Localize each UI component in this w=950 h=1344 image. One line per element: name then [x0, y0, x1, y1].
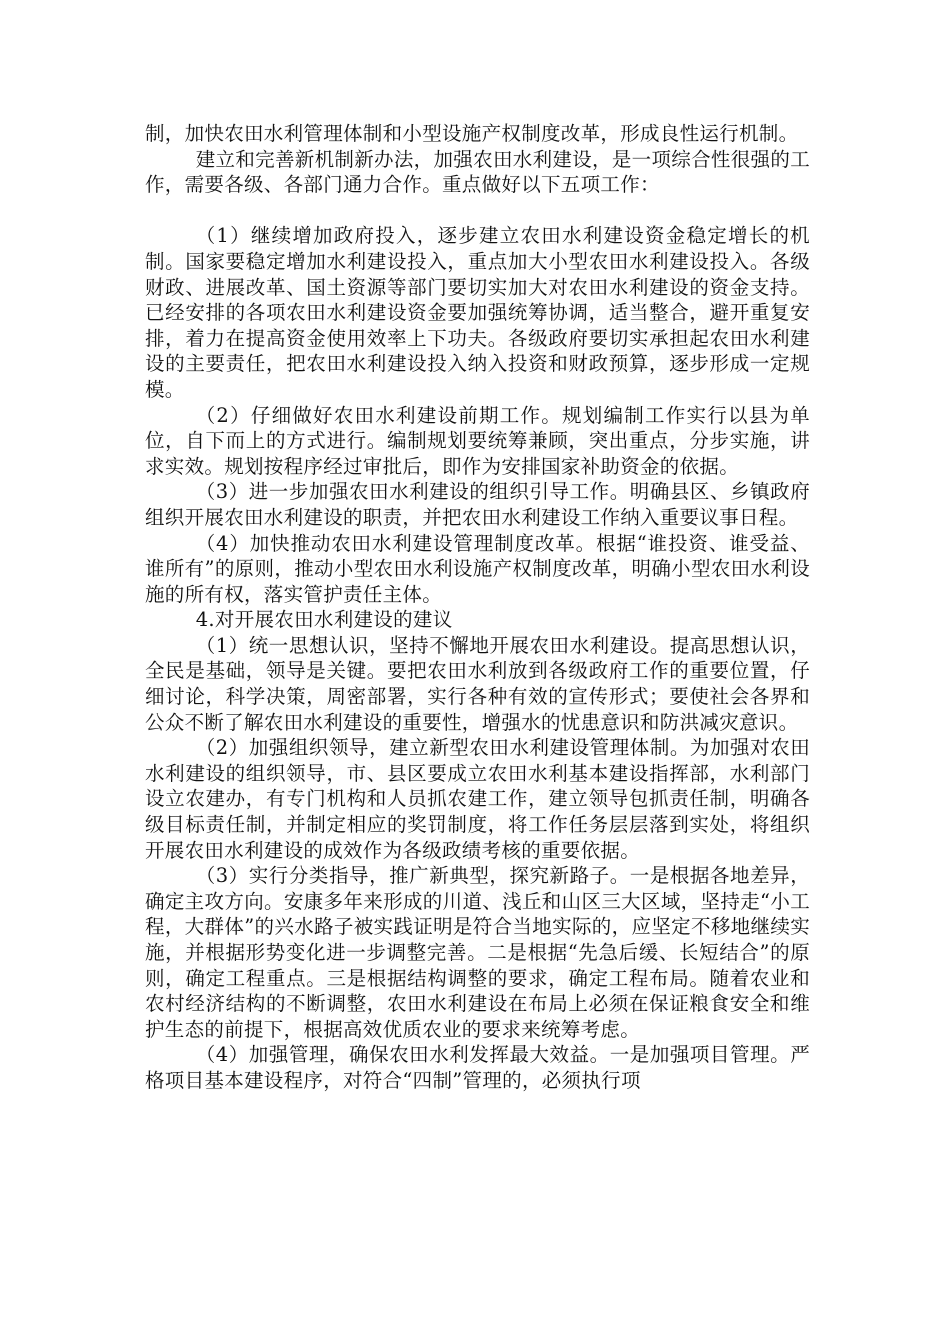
paragraph-item-1: （1）继续增加政府投入，逐步建立农田水利建设资金稳定增长的机制。国家要稳定增加水利建设投入，重点加大小型农田水利建设投入。各级财政、进展改革、国土资源等部门要切实加大对农田水利建设的资金支持。已经安排的各项农田水利建设资金要加强统筹协调，适当整合，避开重复安排，着力在提高资金使用效率上下功夫。各级政府要切实承担起农田水利建设的主要责任，把农田水利建设投入纳入投资和财政预算，逐步形成一定规模。 [145, 224, 810, 401]
document-body [145, 121, 810, 1094]
section-heading: 4.对开展农田水利建设的建议 [195, 608, 453, 632]
paragraph-intro: 建立和完善新机制新办法，加强农田水利建设，是一项综合性很强的工作，需要各级、各部门通力合作。重点做好以下五项工作： [145, 147, 810, 197]
paragraph-suggestion-4: （4）加强管理，确保农田水利发挥最大效益。一是加强项目管理。严格项目基本建设程序，对符合“四制”管理的，必须执行项 [145, 1043, 810, 1092]
paragraph-item-4: （4）加快推动农田水利建设管理制度改革。根据“谁投资、谁受益、谁所有”的原则，推动小型农田水利设施产权制度改革，明确小型农田水利设施的所有权，落实管护责任主体。 [145, 531, 810, 606]
paragraph-item-2: （2）仔细做好农田水利建设前期工作。规划编制工作实行以县为单位，自下而上的方式进行。编制规划要统筹兼顾，突出重点，分步实施，讲求实效。规划按程序经过审批后，即作为安排国家补助资金的依据。 [145, 403, 810, 478]
paragraph-suggestion-2: （2）加强组织领导，建立新型农田水利建设管理体制。为加强对农田水利建设的组织领导，市、县区要成立农田水利基本建设指挥部，水利部门设立农建办，有专门机构和人员抓农建工作，建立领导包抓责任制，明确各级目标责任制，并制定相应的奖罚制度，将工作任务层层落到实处，将组织开展农田水利建设的成效作为各级政绩考核的重要依据。 [145, 736, 810, 862]
paragraph-item-3: （3）进一步加强农田水利建设的组织引导工作。明确县区、乡镇政府组织开展农田水利建设的职责，并把农田水利建设工作纳入重要议事日程。 [145, 480, 810, 529]
paragraph-continuation: 制，加快农田水利管理体制和小型设施产权制度改革，形成良性运行机制。 [145, 122, 799, 145]
paragraph-suggestion-1: （1）统一思想认识，坚持不懈地开展农田水利建设。提高思想认识，全民是基础，领导是关键。要把农田水利放到各级政府工作的重要位置，仔细讨论，科学决策，周密部署，实行各种有效的宣传形式；要使社会各界和公众不断了解农田水利建设的重要性，增强水的忧患意识和防洪减灾意识。 [145, 633, 810, 734]
paragraph-suggestion-3: （3）实行分类指导，推广新典型，探究新路子。一是根据各地差异，确定主攻方向。安康多年来形成的川道、浅丘和山区三大区域，坚持走“小工程，大群体”的兴水路子被实践证明是符合当地实际的，应坚定不移地继续实施，并根据形势变化进一步调整完善。二是根据“先急后缓、长短结合”的原则，确定工程重点。三是根据结构调整的要求，确定工程布局。随着农业和农村经济结构的不断调整，农田水利建设在布局上必须在保证粮食安全和维护生态的前提下，根据高效优质农业的要求来统筹考虑。 [145, 864, 810, 1041]
